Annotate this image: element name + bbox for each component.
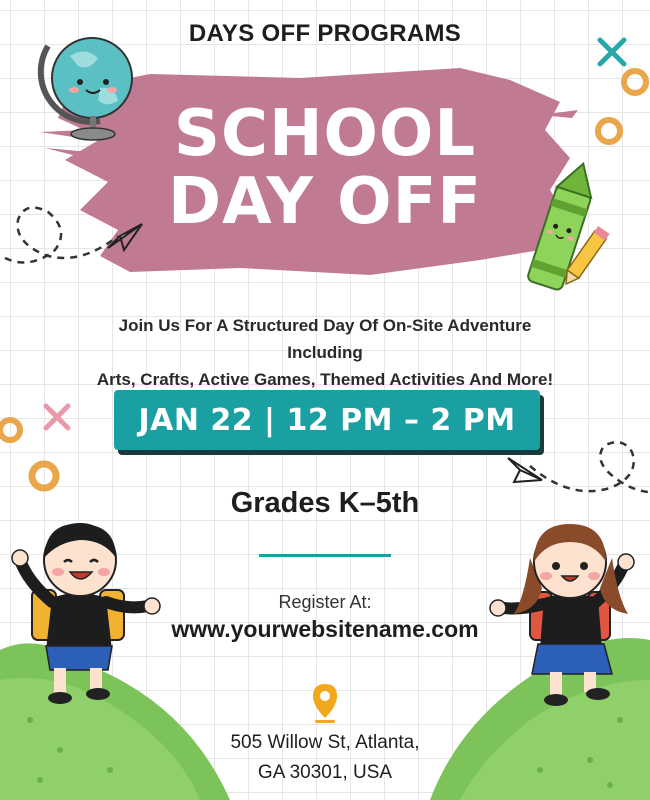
date-time-text: JAN 22 | 12 PM – 2 PM	[138, 402, 516, 438]
ring-icon	[620, 66, 650, 100]
register-label: Register At:	[278, 592, 372, 612]
event-address	[0, 728, 650, 788]
paper-plane-icon	[506, 454, 546, 486]
ring-icon	[0, 412, 28, 448]
date-time-banner	[114, 390, 540, 450]
description-line-2: Arts, Crafts, Active Games, Themed Activities And More!	[96, 370, 554, 389]
section-divider	[259, 554, 391, 557]
program-label: DAYS OFF PROGRAMS	[188, 20, 462, 47]
grades-label: Grades K–5th	[230, 487, 420, 519]
pencil-icon	[560, 222, 610, 292]
girl-illustration	[484, 518, 644, 718]
address-line-1: 505 Willow St, Atlanta,	[230, 732, 420, 753]
title-line-1: SCHOOL	[173, 97, 477, 171]
website-link[interactable]: www.yourwebsitename.com	[171, 616, 479, 642]
location-pin-icon	[311, 682, 339, 724]
event-description	[0, 312, 650, 393]
paper-plane-icon	[106, 220, 146, 252]
address-line-2: GA 30301, USA	[257, 762, 393, 783]
ring-icon	[592, 114, 626, 148]
x-mark-icon	[40, 400, 74, 434]
description-line-1: Join Us For A Structured Day Of On-Site Adventure Including	[118, 316, 532, 362]
title-line-2: DAY OFF	[168, 165, 482, 239]
globe-icon	[30, 16, 140, 146]
boy-illustration	[8, 518, 168, 718]
x-mark-icon	[594, 34, 630, 70]
